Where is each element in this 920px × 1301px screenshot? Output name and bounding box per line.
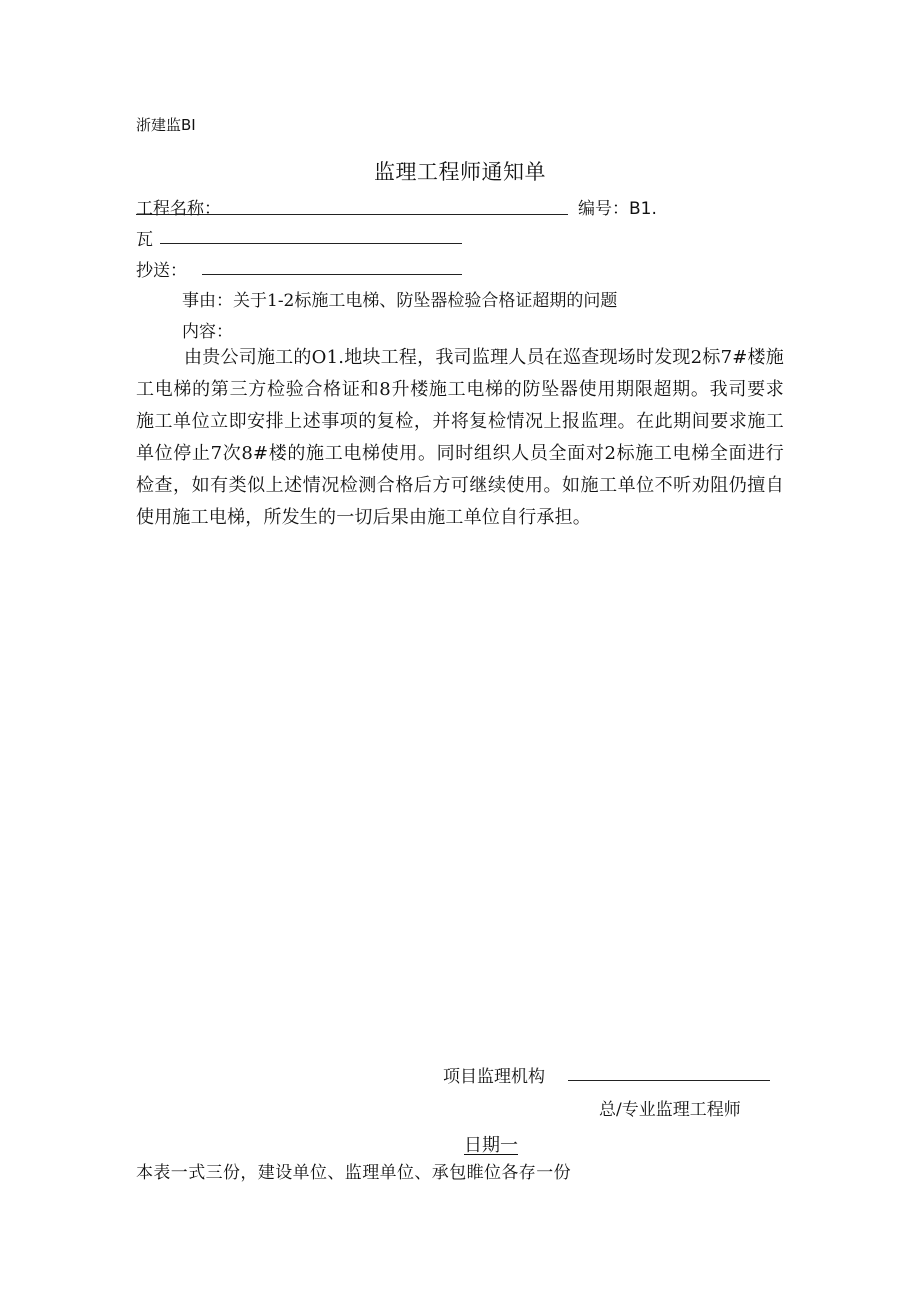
subject-line: 事由：关于1-2标施工电梯、防坠器检验合格证超期的问题 [182, 291, 618, 311]
project-name-underline [136, 214, 568, 215]
recipient-label: 瓦 [136, 230, 153, 250]
content-paragraph: 由贵公司施工的O1.地块工程，我司监理人员在巡查现场时发现2标7#楼施工电梯的第三方检验合格证和8升楼施工电梯的防坠器使用期限超期。我司要求施工单位立即安排上述事项的复检，并将复检情况上报监理。在此期间要求施工单位停止7次8#楼的施工电梯使用。同时组织人员全面对2标施工电梯全面进行检查，如有类似上述情况检测合格后方可继续使用。如施工单位不听劝阻仍擅自使用施工电梯，所发生的一切后果由施工单位自行承担。 [136, 347, 784, 528]
copies-note: 本表一式三份，建设单位、监理单位、承包睢位各存一份 [136, 1163, 571, 1183]
supervision-org-label: 项目监理机构 [443, 1067, 545, 1087]
page-title: 监理工程师通知单 [374, 160, 546, 184]
form-code: 浙建监BI [136, 116, 196, 134]
cc-underline [202, 274, 462, 275]
project-name-label: 工程名称： [136, 199, 221, 219]
engineer-label: 总/专业监理工程师 [599, 1100, 741, 1120]
cc-label: 抄送： [136, 261, 187, 281]
number-label: 编号：B1. [578, 199, 657, 219]
recipient-underline [160, 243, 462, 244]
content-label: 内容： [182, 322, 233, 342]
supervision-org-underline [568, 1080, 770, 1081]
date-label: 日期一 [464, 1135, 518, 1156]
